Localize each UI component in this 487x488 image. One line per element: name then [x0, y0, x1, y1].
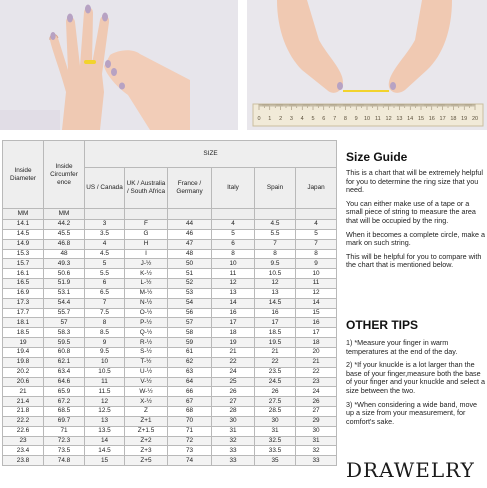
table-cell: 67 [168, 397, 212, 407]
table-cell: H [125, 239, 168, 249]
table-cell: 62 [168, 357, 212, 367]
table-cell: 21 [255, 347, 296, 357]
table-cell: U-½ [125, 367, 168, 377]
ruler-number: 7 [333, 116, 337, 122]
table-cell: 14 [296, 298, 337, 308]
table-cell: 47 [168, 239, 212, 249]
table-row [3, 259, 337, 269]
table-cell: 8 [212, 249, 255, 259]
table-cell: 12 [255, 279, 296, 289]
table-cell: 16 [255, 308, 296, 318]
table-cell: 7 [85, 298, 125, 308]
table-cell: 18 [212, 328, 255, 338]
table-cell: 10 [212, 259, 255, 269]
table-cell: 46.8 [44, 239, 85, 249]
table-cell: 31 [212, 426, 255, 436]
table-cell: 50.6 [44, 269, 85, 279]
table-cell: 12.5 [85, 407, 125, 417]
table-cell: 74 [168, 456, 212, 466]
table-row [3, 347, 337, 357]
ruler-number: 1 [268, 116, 272, 122]
inside-circumference-header: Inside Circumfer ence [44, 141, 85, 209]
italy-header: Italy [212, 168, 255, 209]
table-cell: 26 [296, 397, 337, 407]
table-cell: 58.3 [44, 328, 85, 338]
table-cell: 59.5 [44, 338, 85, 348]
table-cell: 18 [296, 338, 337, 348]
table-cell: 57 [168, 318, 212, 328]
table-cell: 11 [296, 279, 337, 289]
table-cell: 66 [168, 387, 212, 397]
table-cell: 65.9 [44, 387, 85, 397]
table-cell: 51 [168, 269, 212, 279]
table-cell: 9.5 [255, 259, 296, 269]
table-row [3, 269, 337, 279]
finger-measure-photo [0, 0, 238, 130]
brand-logo: DRAWELRY [346, 458, 475, 482]
table-cell: 9 [85, 338, 125, 348]
table-cell: 29 [296, 416, 337, 426]
table-cell: 7 [296, 239, 337, 249]
table-cell: 67.2 [44, 397, 85, 407]
table-cell: 5 [85, 259, 125, 269]
table-cell: 15 [296, 308, 337, 318]
table-cell: O-½ [125, 308, 168, 318]
table-cell: 35 [255, 456, 296, 466]
ruler-number: 10 [363, 116, 371, 122]
table-cell: 71 [168, 426, 212, 436]
table-cell: 69.7 [44, 416, 85, 426]
table-cell: 4.5 [85, 249, 125, 259]
table-cell: 63.4 [44, 367, 85, 377]
guide-paragraph: This will be helpful for you to compare with the chart that is mentioned below. [346, 251, 482, 270]
table-row [3, 288, 337, 298]
other-tips-title: OTHER TIPS [346, 318, 419, 332]
table-cell: 30 [255, 416, 296, 426]
table-cell: 63 [168, 367, 212, 377]
ruler-number: 18 [450, 116, 457, 122]
table-cell: 59 [168, 338, 212, 348]
table-row [3, 416, 337, 426]
table-cell: 13 [212, 288, 255, 298]
table-row [3, 367, 337, 377]
table-cell: 73 [168, 446, 212, 456]
table-cell: 27.5 [255, 397, 296, 407]
table-cell: 13 [85, 416, 125, 426]
table-cell: 15.3 [3, 249, 44, 259]
table-cell: 21.8 [3, 407, 44, 417]
table-cell: 22 [212, 357, 255, 367]
tip-item: 3) *When considering a wide band, move up a size from your measurement, for comfort's sake. [346, 399, 478, 426]
table-cell: 72 [168, 436, 212, 446]
table-cell: Z [125, 407, 168, 417]
ruler-number: 15 [417, 116, 425, 122]
ruler-number: 12 [385, 116, 392, 122]
table-cell: 19.5 [255, 338, 296, 348]
table-cell: 12 [85, 397, 125, 407]
table-cell: 4.5 [255, 220, 296, 230]
table-cell: 18.5 [3, 328, 44, 338]
table-cell: 30 [212, 416, 255, 426]
ruler-number: 13 [396, 116, 403, 122]
table-cell: 10 [296, 269, 337, 279]
table-cell: 3 [85, 220, 125, 230]
table-cell: 11.5 [85, 387, 125, 397]
guide-paragraph: This is a chart that will be extremely helpful for you to determine the ring size that you need. [346, 168, 484, 195]
table-cell: 60.8 [44, 347, 85, 357]
table-cell: 31 [255, 426, 296, 436]
table-cell: 23.8 [3, 456, 44, 466]
spain-header: Spain [255, 168, 296, 209]
table-cell: 64 [168, 377, 212, 387]
table-cell: 5.5 [85, 269, 125, 279]
table-cell: 23 [3, 436, 44, 446]
table-row [3, 308, 337, 318]
table-cell: 10 [85, 357, 125, 367]
us-canada-header: US / Canada [85, 168, 125, 209]
table-cell: 56 [168, 308, 212, 318]
table-cell: 57 [44, 318, 85, 328]
table-cell: 52 [168, 279, 212, 289]
table-row [3, 387, 337, 397]
table-cell: 48 [44, 249, 85, 259]
table-cell: 9 [296, 259, 337, 269]
table-cell: 15.7 [3, 259, 44, 269]
table-cell: 33 [296, 456, 337, 466]
table-row [3, 456, 337, 466]
ruler-number: 3 [289, 116, 293, 122]
table-cell: Z+1.5 [125, 426, 168, 436]
table-cell: Z+3 [125, 446, 168, 456]
mm-unit-header: MM [44, 209, 85, 220]
table-cell: 46 [168, 229, 212, 239]
table-row [3, 407, 337, 417]
table-cell: 8 [85, 318, 125, 328]
table-cell: 14 [212, 298, 255, 308]
table-cell: 23 [296, 377, 337, 387]
table-cell: 16 [296, 318, 337, 328]
table-cell: 33 [212, 446, 255, 456]
table-cell: 30 [296, 426, 337, 436]
table-cell: 8.5 [85, 328, 125, 338]
table-cell: 13.5 [85, 426, 125, 436]
guide-paragraph: You can either make use of a tape or a small piece of string to measure the area that will be occupied by the ring. [346, 198, 476, 225]
table-cell: 17 [255, 318, 296, 328]
table-cell: 24 [296, 387, 337, 397]
table-cell: 8 [296, 249, 337, 259]
inside-diameter-header: Inside Diameter [3, 141, 44, 209]
table-cell: 14 [85, 436, 125, 446]
table-cell: 19 [212, 338, 255, 348]
table-cell: Z+5 [125, 456, 168, 466]
size-header: SIZE [85, 141, 337, 168]
guide-paragraph: When it becomes a complete circle, make a mark on such string. [346, 229, 486, 248]
size-guide-title: Size Guide [346, 150, 408, 164]
table-cell: 53.1 [44, 288, 85, 298]
table-cell: T-½ [125, 357, 168, 367]
ring-size-table [2, 140, 337, 466]
table-cell: Z+1 [125, 416, 168, 426]
table-row [3, 249, 337, 259]
table-cell: 17.7 [3, 308, 44, 318]
table-cell: 33.5 [255, 446, 296, 456]
table-cell: 11 [85, 377, 125, 387]
table-cell: 17.3 [3, 298, 44, 308]
table-cell: 51.9 [44, 279, 85, 289]
table-cell: 3.5 [85, 229, 125, 239]
ruler-number: 6 [322, 116, 326, 122]
table-cell: 53 [168, 288, 212, 298]
ruler-number: 4 [300, 116, 304, 122]
table-row [3, 357, 337, 367]
ruler-number: 20 [471, 116, 479, 122]
france-germany-header: France / Germany [168, 168, 212, 209]
table-cell: 27 [296, 407, 337, 417]
table-cell: 20.6 [3, 377, 44, 387]
table-cell: 64.6 [44, 377, 85, 387]
table-cell: 31 [296, 436, 337, 446]
table-cell: 32 [212, 436, 255, 446]
table-row [3, 446, 337, 456]
uk-header: UK / Australia / South Africa [125, 168, 168, 209]
table-cell: L-½ [125, 279, 168, 289]
table-cell: 45.5 [44, 229, 85, 239]
table-cell: 27 [212, 397, 255, 407]
table-cell: 28.5 [255, 407, 296, 417]
tip-item: 2) *If your knuckle is a lot larger than the base of your finger,measure both the base of your finger and your knuckle and select a size between the two. [346, 360, 486, 395]
table-cell: 33 [212, 456, 255, 466]
table-row [3, 229, 337, 239]
table-cell: 55.7 [44, 308, 85, 318]
table-row [3, 328, 337, 338]
table-cell: 12 [212, 279, 255, 289]
ruler-number: 2 [279, 116, 283, 122]
table-cell: G [125, 229, 168, 239]
table-cell: 14.5 [3, 229, 44, 239]
table-cell: K-½ [125, 269, 168, 279]
table-row [3, 397, 337, 407]
table-cell: Z+2 [125, 436, 168, 446]
table-cell: 48 [168, 249, 212, 259]
table-row [3, 298, 337, 308]
ruler-measure-photo [247, 0, 487, 130]
table-row [3, 279, 337, 289]
tip-item: 1) *Measure your finger in warm temperatures at the end of the day. [346, 338, 458, 356]
table-cell: 26 [255, 387, 296, 397]
table-cell: 19.8 [3, 357, 44, 367]
table-cell: W-½ [125, 387, 168, 397]
table-cell: 18.1 [3, 318, 44, 328]
table-cell: 19 [3, 338, 44, 348]
table-cell: 44 [168, 220, 212, 230]
table-cell: 8 [255, 249, 296, 259]
table-cell: 4 [85, 239, 125, 249]
table-cell: 23.4 [3, 446, 44, 456]
table-cell: 6.5 [85, 288, 125, 298]
table-cell: 68 [168, 407, 212, 417]
table-cell: 7 [255, 239, 296, 249]
table-cell: 70 [168, 416, 212, 426]
table-cell: 49.3 [44, 259, 85, 269]
table-cell: N-½ [125, 298, 168, 308]
table-cell: 24 [212, 367, 255, 377]
table-cell: 17 [296, 328, 337, 338]
table-cell: Q-½ [125, 328, 168, 338]
table-cell: 58 [168, 328, 212, 338]
table-cell: 14.5 [255, 298, 296, 308]
table-row [3, 239, 337, 249]
table-cell: 22 [296, 367, 337, 377]
table-cell: 4 [296, 220, 337, 230]
table-cell: 22 [255, 357, 296, 367]
table-cell: 11 [212, 269, 255, 279]
table-cell: R-½ [125, 338, 168, 348]
table-cell: 21.4 [3, 397, 44, 407]
table-cell: 32 [296, 446, 337, 456]
mm-unit-header: MM [3, 209, 44, 220]
table-cell: 28 [212, 407, 255, 417]
table-cell: X-½ [125, 397, 168, 407]
table-cell: 5 [212, 229, 255, 239]
ruler-number: 0 [257, 116, 261, 122]
table-cell: 68.5 [44, 407, 85, 417]
table-cell: F [125, 220, 168, 230]
table-cell: 25 [212, 377, 255, 387]
table-cell: 22.2 [3, 416, 44, 426]
table-cell: 20.2 [3, 367, 44, 377]
table-cell: 21 [212, 347, 255, 357]
ruler-number: 11 [374, 116, 381, 122]
table-cell: 32.5 [255, 436, 296, 446]
table-row [3, 436, 337, 446]
other-tips [346, 318, 486, 431]
ruler-number: 16 [428, 116, 435, 122]
table-cell: 7.5 [85, 308, 125, 318]
table-cell: 14.9 [3, 239, 44, 249]
table-cell: 16.5 [3, 279, 44, 289]
ruler-number: 17 [439, 116, 446, 122]
table-cell: 12 [296, 288, 337, 298]
table-cell: I [125, 249, 168, 259]
ruler-number: 9 [354, 116, 358, 122]
table-cell: 22.6 [3, 426, 44, 436]
table-cell: V-½ [125, 377, 168, 387]
table-cell: 9.5 [85, 347, 125, 357]
table-cell: 24.5 [255, 377, 296, 387]
table-cell: 50 [168, 259, 212, 269]
table-cell: 4 [212, 220, 255, 230]
ruler-number: 5 [311, 116, 315, 122]
ruler-number: 19 [461, 116, 468, 122]
table-cell: 5 [296, 229, 337, 239]
table-cell: P-½ [125, 318, 168, 328]
table-cell: 18.5 [255, 328, 296, 338]
table-cell: 21 [296, 357, 337, 367]
table-cell: 20 [296, 347, 337, 357]
table-row [3, 318, 337, 328]
table-cell: M-½ [125, 288, 168, 298]
table-cell: 5.5 [255, 229, 296, 239]
table-row [3, 426, 337, 436]
table-cell: 23.5 [255, 367, 296, 377]
table-row [3, 377, 337, 387]
table-cell: 71 [44, 426, 85, 436]
table-cell: 74.8 [44, 456, 85, 466]
table-cell: 54.4 [44, 298, 85, 308]
table-cell: 14.1 [3, 220, 44, 230]
table-cell: 72.3 [44, 436, 85, 446]
ruler-number: 8 [343, 116, 347, 122]
table-cell: 17 [212, 318, 255, 328]
table-cell: 16.1 [3, 269, 44, 279]
table-cell: 19.4 [3, 347, 44, 357]
japan-header: Japan [296, 168, 337, 209]
ruler-number: 14 [407, 116, 414, 122]
table-cell: 21 [3, 387, 44, 397]
table-cell: 61 [168, 347, 212, 357]
table-cell: 62.1 [44, 357, 85, 367]
table-cell: S-½ [125, 347, 168, 357]
table-cell: 44.2 [44, 220, 85, 230]
size-guide [346, 150, 486, 275]
table-cell: 15 [85, 456, 125, 466]
table-cell: 14.5 [85, 446, 125, 456]
table-cell: 10.5 [255, 269, 296, 279]
table-cell: 6 [85, 279, 125, 289]
table-cell: J-½ [125, 259, 168, 269]
table-cell: 26 [212, 387, 255, 397]
table-cell: 13 [255, 288, 296, 298]
table-cell: 6 [212, 239, 255, 249]
table-cell: 54 [168, 298, 212, 308]
table-cell: 16 [212, 308, 255, 318]
table-cell: 73.5 [44, 446, 85, 456]
table-row [3, 220, 337, 230]
table-cell: 16.9 [3, 288, 44, 298]
table-cell: 10.5 [85, 367, 125, 377]
table-row [3, 338, 337, 348]
